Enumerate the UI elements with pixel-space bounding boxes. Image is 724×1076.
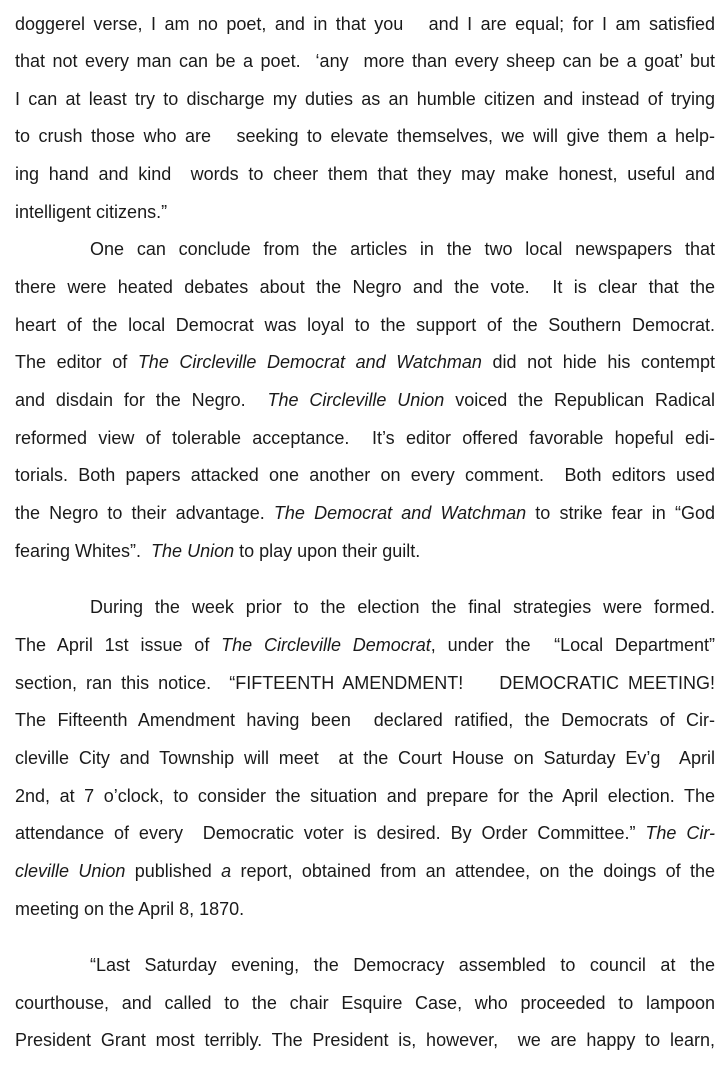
italic-title: The Circleville Union [267,390,445,410]
text-line [90,951,715,979]
text-line [15,10,715,38]
text-run: ing hand and kind words to cheer them that they may make honest, useful and [15,164,715,184]
text-run: to strike fear in “God [526,503,715,523]
text-line [15,311,715,339]
text-run: published [125,861,222,881]
text-run: meeting on the April 8, 1870. [15,899,245,919]
text-run: One can conclude from the articles in the two local newspapers that [90,239,715,259]
text-run: I can at least try to discharge my duties as an humble citizen and instead of trying [15,89,715,109]
italic-title: cleville Union [15,861,126,881]
text-line [15,348,715,376]
text-run: doggerel verse, I am no poet, and in that you and I are equal; for I am satisfied [15,14,715,34]
text-line [90,235,715,263]
text-line [15,198,715,226]
text-line [15,989,715,1017]
text-run: there were heated debates about the Negro and the vote. It is clear that the [15,277,715,297]
text-run: attendance of every Democratic voter is desired. By Order Committee.” [15,823,646,843]
text-run: intelligent citizens.” [15,202,168,222]
text-run: to play upon their guilt. [234,541,421,561]
text-line [15,669,715,697]
text-run: to crush those who are seeking to elevate themselves, we will give them a help- [15,126,715,146]
italic-title: The Democrat and Watchman [273,503,527,523]
text-run: the Negro to their advantage. [15,503,274,523]
text-line [15,424,715,452]
text-line [15,857,715,885]
text-line [15,819,715,847]
text-run: heart of the local Democrat was loyal to the support of the Southern Democrat. [15,315,715,335]
italic-title: a [221,861,232,881]
text-run: did not hide his contempt [481,352,715,372]
text-line [15,706,715,734]
text-run: voiced the Republican Radical [444,390,716,410]
text-line [15,160,715,188]
text-run: section, ran this notice. “FIFTEENTH AMENDMENT! DEMOCRATIC MEETING! [15,673,715,693]
text-run: cleville City and Township will meet at the Court House on Saturday Ev’g April [15,748,715,768]
text-run: courthouse, and called to the chair Esquire Case, who proceeded to lampoon [15,993,715,1013]
text-run: The Fifteenth Amendment having been declared ratified, the Democrats of Cir- [15,710,715,730]
text-run: torials. Both papers attacked one another on every comment. Both editors used [15,465,715,485]
text-run: 2nd, at 7 o’clock, to consider the situation and prepare for the April election. The [15,786,715,806]
text-run: “Last Saturday evening, the Democracy assembled to council at the [90,955,715,975]
text-line [15,782,715,810]
text-run: report, obtained from an attendee, on the doings of the [231,861,715,881]
text-run: The editor of [15,352,138,372]
text-line [15,1026,715,1054]
text-run: , under the “Local Department” [430,635,715,655]
text-line [15,744,715,772]
text-line [90,593,715,621]
text-run: reformed view of tolerable acceptance. It’s editor offered favorable hopeful edi- [15,428,715,448]
text-line [15,386,715,414]
text-run: President Grant most terribly. The President is, however, we are happy to learn, [15,1030,715,1050]
text-line [15,85,715,113]
text-line [15,273,715,301]
text-line [15,461,715,489]
text-line [15,47,715,75]
text-line [15,895,715,923]
text-line [15,122,715,150]
text-run: fearing Whites”. [15,541,152,561]
text-run: that not every man can be a poet. ‘any more than every sheep can be a goat’ but [15,51,715,71]
text-run: and disdain for the Negro. [15,390,268,410]
italic-title: The Circleville Democrat and Watchman [137,352,482,372]
text-run: The April 1st issue of [15,635,222,655]
text-line [15,631,715,659]
text-run: During the week prior to the election the final strategies were formed. [90,597,715,617]
text-line [15,499,715,527]
italic-title: The Cir- [645,823,715,843]
italic-title: The Union [151,541,235,561]
text-line [15,537,715,565]
italic-title: The Circleville Democrat [221,635,431,655]
